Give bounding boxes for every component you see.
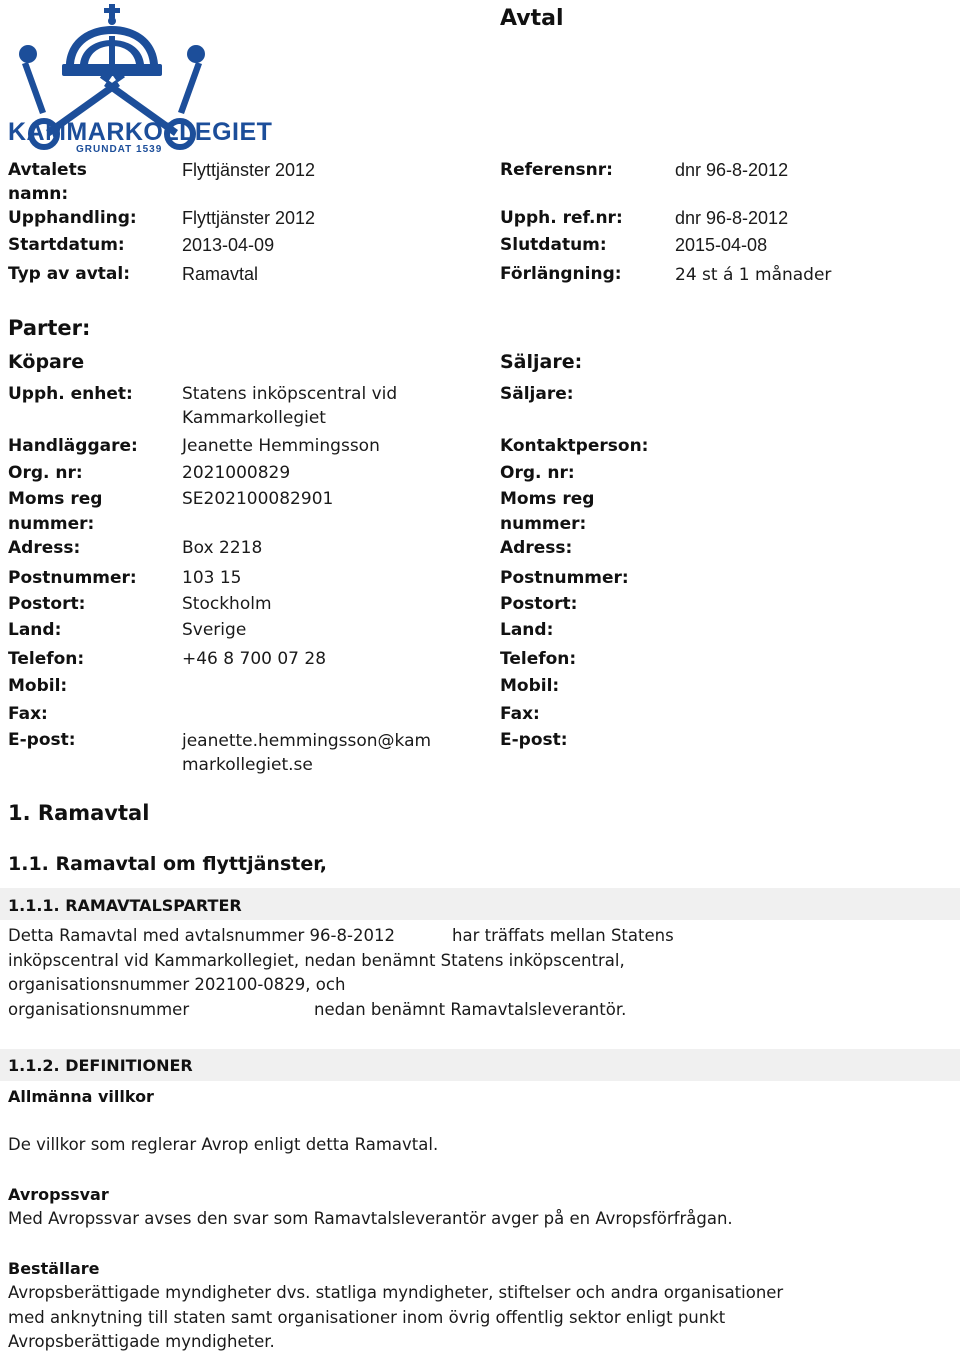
buyer-city-value: Stockholm	[182, 594, 272, 614]
seller-postcode-label: Postnummer:	[500, 568, 629, 588]
section-1-1-heading: 1.1. Ramavtal om flyttjänster,	[8, 853, 328, 875]
section-1-heading: 1. Ramavtal	[8, 801, 150, 825]
extension-label: Förlängning:	[500, 264, 622, 284]
buyer-country-label: Land:	[8, 620, 62, 640]
seller-address-label: Adress:	[500, 538, 573, 558]
procurement-label: Upphandling:	[8, 208, 137, 228]
definitions-heading: 1.1.2. DEFINITIONER	[8, 1056, 193, 1075]
buyer-org-value: 2021000829	[182, 463, 291, 483]
buyer-address-label: Adress:	[8, 538, 81, 558]
seller-contact-label: Kontaktperson:	[500, 436, 649, 456]
buyer-unit-value-2: Kammarkollegiet	[182, 408, 326, 428]
buyer-country-value: Sverige	[182, 620, 247, 640]
buyer-unit-label: Upph. enhet:	[8, 384, 133, 404]
procurement-value: Flyttjänster 2012	[182, 208, 316, 228]
seller-heading: Säljare:	[500, 351, 583, 373]
seller-mobile-label: Mobil:	[500, 676, 560, 696]
definition-text-avropssvar: Med Avropssvar avses den svar som Ramavtalsleverantör avger på en Avropsförfrågan.	[8, 1209, 733, 1228]
start-date-label: Startdatum:	[8, 235, 125, 255]
procurement-ref-value: dnr 96-8-2012	[675, 208, 789, 228]
buyer-vat-value: SE202100082901	[182, 489, 334, 509]
procurement-ref-label: Upph. ref.nr:	[500, 208, 623, 228]
definition-text-bestallare-1: Avropsberättigade myndigheter dvs. statliga myndigheter, stiftelser och andra organisationer	[8, 1283, 784, 1302]
parties-heading: Parter:	[8, 316, 91, 340]
buyer-org-label: Org. nr:	[8, 463, 83, 483]
seller-name-label: Säljare:	[500, 384, 574, 404]
buyer-postcode-label: Postnummer:	[8, 568, 137, 588]
logo-wordmark: KAMMARKOLLEGIET	[8, 118, 273, 146]
seller-email-label: E-post:	[500, 730, 568, 750]
buyer-handler-label: Handläggare:	[8, 436, 138, 456]
parties-line-1b: har träffats mellan Statens	[452, 926, 674, 945]
buyer-unit-value-1: Statens inköpscentral vid	[182, 384, 398, 404]
buyer-vat-label-2: nummer:	[8, 514, 95, 534]
seller-org-label: Org. nr:	[500, 463, 575, 483]
reference-value: dnr 96-8-2012	[675, 160, 789, 180]
ramavtalsparter-heading: 1.1.1. RAMAVTALSPARTER	[8, 896, 242, 915]
definition-term-bestallare: Beställare	[8, 1259, 100, 1278]
buyer-heading: Köpare	[8, 351, 85, 373]
buyer-email-label: E-post:	[8, 730, 76, 750]
buyer-address-value: Box 2218	[182, 538, 263, 558]
seller-vat-label-1: Moms reg	[500, 489, 595, 509]
buyer-handler-value: Jeanette Hemmingsson	[182, 436, 380, 456]
buyer-mobile-label: Mobil:	[8, 676, 68, 696]
seller-country-label: Land:	[500, 620, 554, 640]
kammarkollegiet-logo	[6, 2, 273, 165]
seller-city-label: Postort:	[500, 594, 578, 614]
buyer-phone-value: +46 8 700 07 28	[182, 649, 327, 669]
seller-phone-label: Telefon:	[500, 649, 577, 669]
agreement-name-label-1: Avtalets	[8, 160, 87, 180]
parties-line-1a: Detta Ramavtal med avtalsnummer 96-8-2012	[8, 926, 395, 945]
extension-value: 24 st á 1 månader	[675, 265, 832, 285]
buyer-fax-label: Fax:	[8, 704, 48, 724]
definition-text-bestallare-2: med anknytning till staten samt organisationer inom övrig offentlig sektor enligt punkt	[8, 1308, 726, 1327]
buyer-vat-label-1: Moms reg	[8, 489, 103, 509]
agreement-name-value: Flyttjänster 2012	[182, 160, 316, 180]
buyer-email-value-2: markollegiet.se	[182, 755, 313, 775]
logo-tagline: GRUNDAT 1539	[76, 144, 163, 155]
definition-term-allmanna-villkor: Allmänna villkor	[8, 1087, 154, 1106]
parties-line-4a: organisationsnummer	[8, 1000, 190, 1019]
document-title: Avtal	[500, 6, 564, 31]
buyer-phone-label: Telefon:	[8, 649, 85, 669]
buyer-city-label: Postort:	[8, 594, 86, 614]
agreement-type-label: Typ av avtal:	[8, 264, 130, 284]
parties-line-4b: nedan benämnt Ramavtalsleverantör.	[314, 1000, 627, 1019]
reference-label: Referensnr:	[500, 160, 613, 180]
parties-line-2: inköpscentral vid Kammarkollegiet, nedan benämnt Statens inköpscentral,	[8, 951, 625, 970]
seller-fax-label: Fax:	[500, 704, 540, 724]
definition-text-bestallare-3: Avropsberättigade myndigheter.	[8, 1332, 275, 1351]
agreement-type-value: Ramavtal	[182, 264, 259, 284]
end-date-value: 2015-04-08	[675, 235, 768, 255]
parties-line-3: organisationsnummer 202100-0829, och	[8, 975, 346, 994]
buyer-postcode-value: 103 15	[182, 568, 242, 588]
definition-term-avropssvar: Avropssvar	[8, 1185, 109, 1204]
buyer-email-value-1: jeanette.hemmingsson@kam	[182, 731, 432, 751]
end-date-label: Slutdatum:	[500, 235, 607, 255]
agreement-name-label-2: namn:	[8, 184, 69, 204]
start-date-value: 2013-04-09	[182, 235, 275, 255]
definition-text-allmanna-villkor: De villkor som reglerar Avrop enligt detta Ramavtal.	[8, 1135, 439, 1154]
seller-vat-label-2: nummer:	[500, 514, 587, 534]
